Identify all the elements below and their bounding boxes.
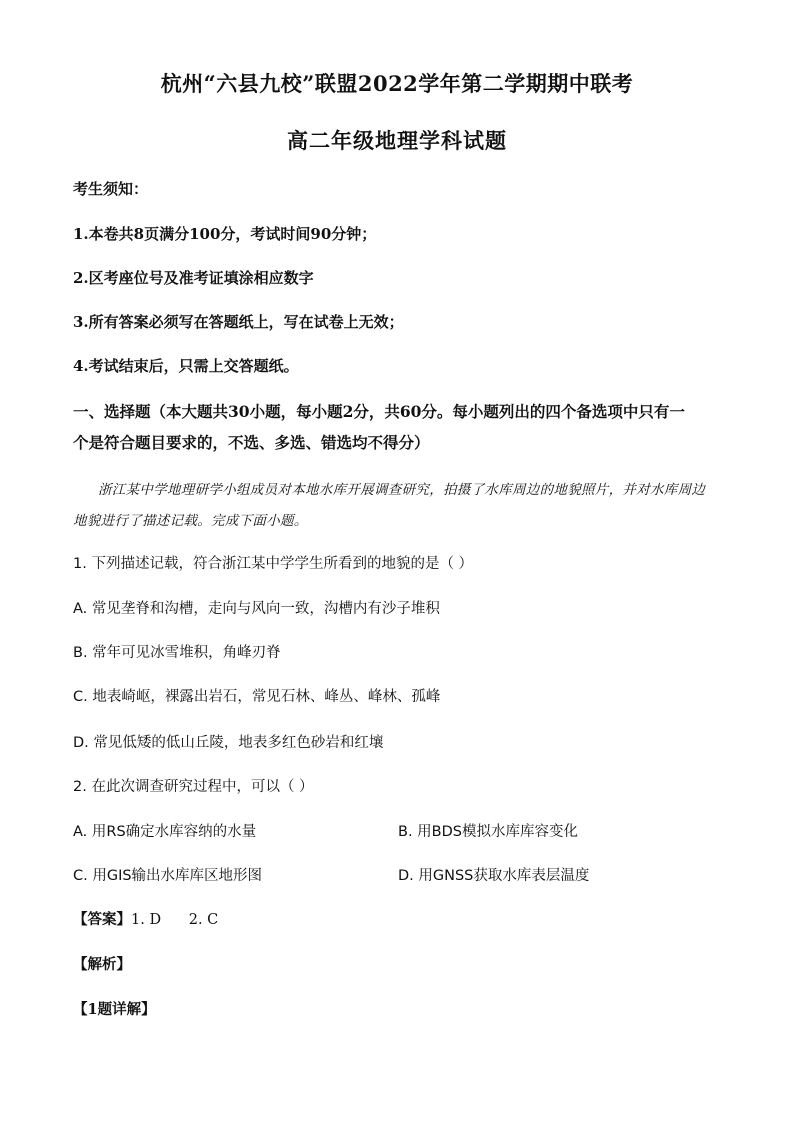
notice-item-3: 3.所有答案必须写在答题纸上，写在试卷上无效； — [73, 313, 404, 331]
question-1-option-d: D. 常见低矮的低山丘陵，地表多红色砂岩和红壤 — [73, 735, 384, 751]
intro-line-1: 浙江某中学地理研学小组成员对本地水库开展调查研究，拍摄了水库周边的地貌照片，并对水库周边 — [98, 482, 706, 498]
notice-item-1: 1.本卷共8页满分100分，考试时间90分钟； — [73, 225, 377, 243]
question-1-option-c: C. 地表崎岖，裸露出岩石，常见石林、峰丛、峰林、孤峰 — [73, 689, 441, 705]
question-1-option-b: B. 常年可见冰雪堆积，角峰刃脊 — [73, 645, 281, 661]
question-1-stem: 1. 下列描述记载，符合浙江某中学学生所看到的地貌的是（ ） — [73, 556, 474, 572]
analysis-detail-1: 【1题详解】 — [73, 1001, 156, 1018]
analysis-label: 【解析】 — [73, 956, 131, 973]
exam-subtitle: 高二年级地理学科试题 — [287, 128, 507, 153]
question-2-option-c: C. 用GIS输出水库库区地形图 — [73, 868, 263, 884]
exam-title: 杭州“六县九校”联盟2022学年第二学期期中联考 — [160, 71, 634, 96]
notice-heading: 考生须知： — [73, 180, 149, 198]
answer-label: 【答案】 — [73, 911, 131, 928]
section-heading-line-2: 个是符合题目要求的，不选、多选、错选均不得分） — [73, 433, 430, 452]
question-2-option-d: D. 用GNSS获取水库表层温度 — [398, 868, 590, 884]
question-2-option-b: B. 用BDS模拟水库库容变化 — [398, 824, 578, 840]
notice-item-2: 2.区考座位号及准考证填涂相应数字 — [73, 269, 314, 287]
notice-item-4: 4.考试结束后，只需上交答题纸。 — [73, 357, 299, 375]
section-heading-line-1: 一、选择题（本大题共30小题，每小题2分，共60分。每小题列出的四个备选项中只有一 — [73, 402, 685, 421]
intro-line-2: 地貌进行了描述记载。完成下面小题。 — [73, 513, 308, 529]
question-2-option-a: A. 用RS确定水库容纳的水量 — [73, 824, 257, 840]
answer-row — [73, 908, 218, 929]
question-1-option-a: A. 常见垄脊和沟槽，走向与风向一致，沟槽内有沙子堆积 — [73, 601, 440, 617]
answer-text: 1. D 2. C — [131, 912, 219, 928]
question-2-stem: 2. 在此次调查研究过程中，可以（ ） — [73, 779, 314, 795]
